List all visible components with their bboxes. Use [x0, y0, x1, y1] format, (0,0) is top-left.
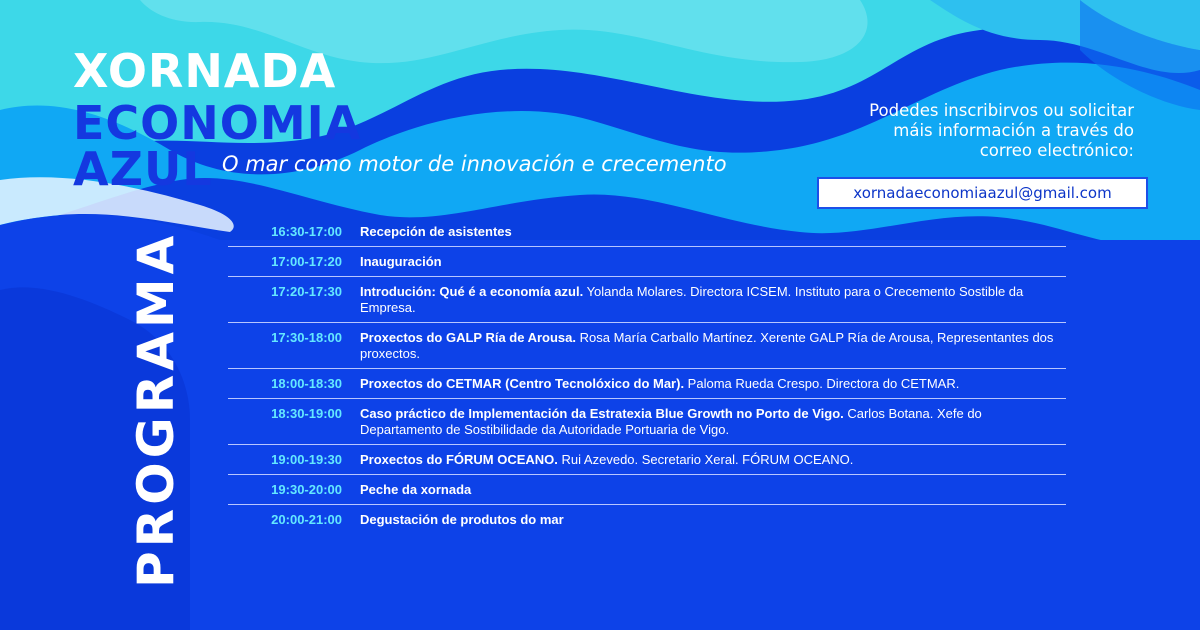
- schedule-detail: Carlos Botana. Xefe do Departamento de Sostibilidade da Autoridade Portuaria de Vigo.: [360, 406, 982, 437]
- schedule-time: 20:00-21:00: [271, 512, 342, 527]
- schedule-title: Proxectos do CETMAR (Centro Tecnolóxico do Mar).: [360, 376, 685, 391]
- schedule-time: 16:30-17:00: [271, 224, 342, 239]
- email-link[interactable]: xornadaeconomiaazul@gmail.com: [817, 177, 1148, 209]
- schedule-detail: Yolanda Molares. Directora ICSEM. Instituto para o Crecemento Sostible da Empresa.: [360, 284, 1024, 315]
- contact-line: máis información a través do: [893, 121, 1134, 140]
- schedule-list: [228, 217, 1066, 535]
- programa-label: PROGRAMA: [127, 231, 185, 588]
- contact-line: Podedes inscribirvos ou solicitar: [869, 101, 1134, 120]
- schedule-row: [228, 505, 1066, 535]
- schedule-time: 18:30-19:00: [271, 406, 342, 421]
- event-subtitle: O mar como motor de innovación e crecemento: [222, 152, 727, 176]
- schedule-description: [360, 330, 1066, 362]
- schedule-description: [360, 452, 853, 468]
- schedule-title: Caso práctico de Implementación da Estratexia Blue Growth no Porto de Vigo.: [360, 406, 844, 421]
- schedule-row: [228, 399, 1066, 445]
- schedule-description: [360, 512, 564, 528]
- schedule-row: [228, 277, 1066, 323]
- schedule-row: [228, 323, 1066, 369]
- schedule-row: [228, 369, 1066, 399]
- schedule-row: [228, 445, 1066, 475]
- schedule-row: [228, 217, 1066, 247]
- schedule-title: Proxectos do FÓRUM OCEANO.: [360, 452, 558, 467]
- schedule-time: 17:30-18:00: [271, 330, 342, 345]
- schedule-description: [360, 284, 1066, 316]
- schedule-detail: Paloma Rueda Crespo. Directora do CETMAR.: [684, 376, 960, 391]
- schedule-row: [228, 475, 1066, 505]
- schedule-description: [360, 376, 959, 392]
- contact-info: [804, 101, 1134, 161]
- schedule-time: 19:00-19:30: [271, 452, 342, 467]
- schedule-description: [360, 224, 512, 240]
- title-azul: AZUL: [73, 142, 213, 196]
- schedule-title: Peche da xornada: [360, 482, 472, 497]
- schedule-title: Recepción de asistentes: [360, 224, 512, 239]
- schedule-description: [360, 254, 442, 270]
- schedule-title: Introdución: Qué é a economía azul.: [360, 284, 584, 299]
- title-xornada: XORNADA: [73, 44, 337, 98]
- schedule-title: Proxectos do GALP Ría de Arousa.: [360, 330, 576, 345]
- schedule-time: 17:00-17:20: [271, 254, 342, 269]
- schedule-time: 17:20-17:30: [271, 284, 342, 299]
- schedule-time: 19:30-20:00: [271, 482, 342, 497]
- schedule-detail: Rosa María Carballo Martínez. Xerente GALP Ría de Arousa, Representantes dos proxectos.: [360, 330, 1054, 361]
- schedule-title: Degustación de produtos do mar: [360, 512, 564, 527]
- schedule-row: [228, 247, 1066, 277]
- schedule-description: [360, 406, 1066, 438]
- schedule-description: [360, 482, 471, 498]
- schedule-time: 18:00-18:30: [271, 376, 342, 391]
- contact-line: correo electrónico:: [979, 141, 1134, 160]
- schedule-detail: Rui Azevedo. Secretario Xeral. FÓRUM OCEANO.: [557, 452, 854, 467]
- title-economia: ECONOMIA: [73, 96, 362, 150]
- schedule-title: Inauguración: [360, 254, 442, 269]
